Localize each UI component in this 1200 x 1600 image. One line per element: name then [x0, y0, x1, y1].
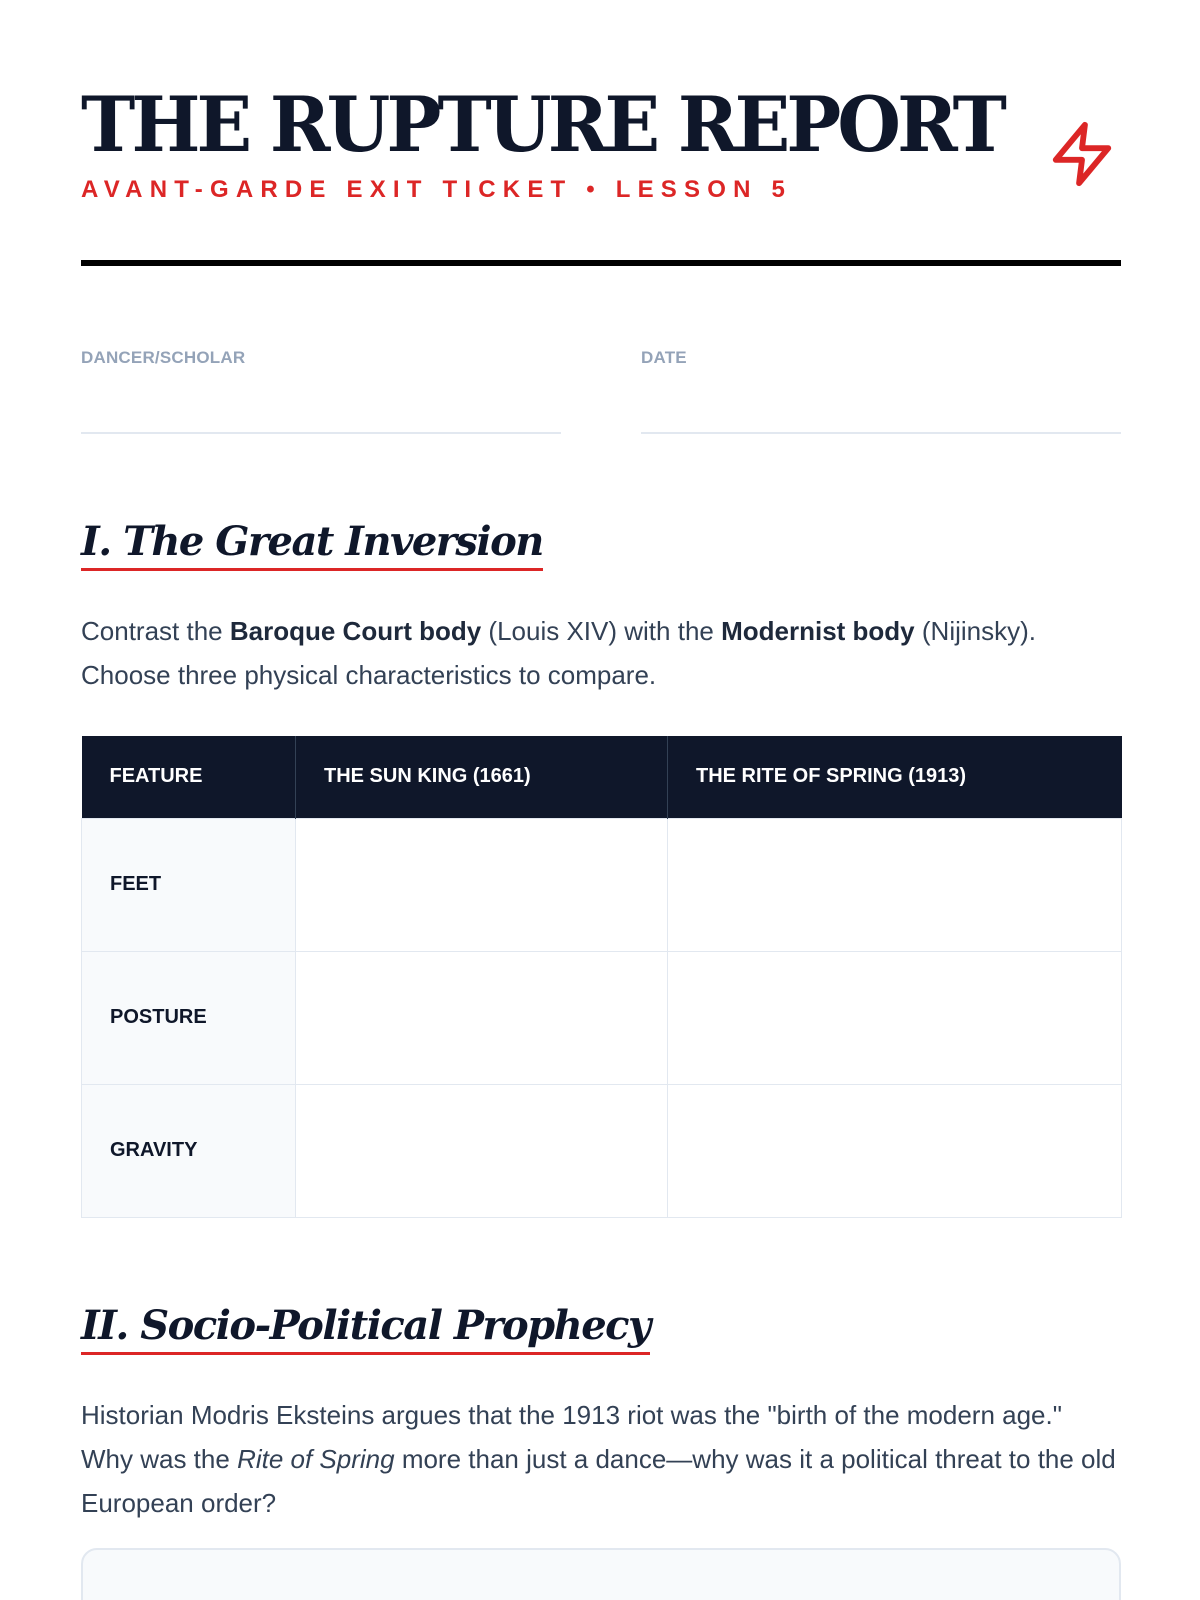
prompt-text: Historian Modris Eksteins argues that the 1913 riot was the "birth of the modern age." Why was the — [81, 1400, 1062, 1474]
section-2-prompt — [81, 1393, 1121, 1525]
comparison-table — [81, 736, 1122, 1218]
lightning-bolt-icon — [1047, 116, 1117, 192]
row-label-posture: POSTURE — [82, 951, 296, 1084]
header-divider — [81, 260, 1121, 266]
prompt-text: Contrast the — [81, 616, 230, 646]
answer-cell-sun-king[interactable] — [296, 951, 668, 1084]
section-1-prompt — [81, 609, 1121, 697]
row-label-feet: FEET — [82, 818, 296, 951]
prompt-text: more than just a dance—why was it a political threat to the old European order? — [81, 1444, 1116, 1518]
answer-cell-rite-of-spring[interactable] — [668, 818, 1122, 951]
name-field-label: DANCER/SCHOLAR — [81, 348, 246, 367]
name-field-line[interactable] — [81, 432, 561, 434]
date-field-line[interactable] — [641, 432, 1121, 434]
page-title: THE RUPTURE REPORT — [81, 80, 1004, 169]
prompt-emphasis: Baroque Court body — [229, 616, 482, 646]
header — [81, 80, 1121, 206]
date-field-label: DATE — [641, 348, 687, 367]
table-header-row — [82, 736, 1122, 818]
date-field[interactable] — [641, 348, 1121, 368]
prompt-italic: Rite of Spring — [237, 1444, 395, 1474]
table-row — [82, 951, 1122, 1084]
section-2-title: II. Socio-Political Prophecy — [81, 1302, 650, 1355]
section-1-title: I. The Great Inversion — [81, 518, 543, 571]
answer-cell-rite-of-spring[interactable] — [668, 951, 1122, 1084]
page-subtitle: AVANT-GARDE EXIT TICKET • LESSON 5 — [81, 176, 793, 203]
answer-cell-sun-king[interactable] — [296, 1084, 668, 1217]
column-header-rite-of-spring: THE RITE OF SPRING (1913) — [668, 736, 1122, 818]
table-row — [82, 1084, 1122, 1217]
prompt-emphasis: Modernist body — [721, 616, 915, 646]
prompt-text: (Nijinsky). Choose three physical characteristics to compare. — [81, 616, 1036, 690]
name-field[interactable] — [81, 348, 561, 368]
answer-cell-sun-king[interactable] — [296, 818, 668, 951]
table-row — [82, 818, 1122, 951]
answer-cell-rite-of-spring[interactable] — [668, 1084, 1122, 1217]
column-header-sun-king: THE SUN KING (1661) — [296, 736, 668, 818]
column-header-feature: FEATURE — [82, 736, 296, 818]
prompt-text: (Louis XIV) with the — [481, 616, 722, 646]
row-label-gravity: GRAVITY — [82, 1084, 296, 1217]
section-2-answer-box[interactable] — [81, 1548, 1121, 1600]
